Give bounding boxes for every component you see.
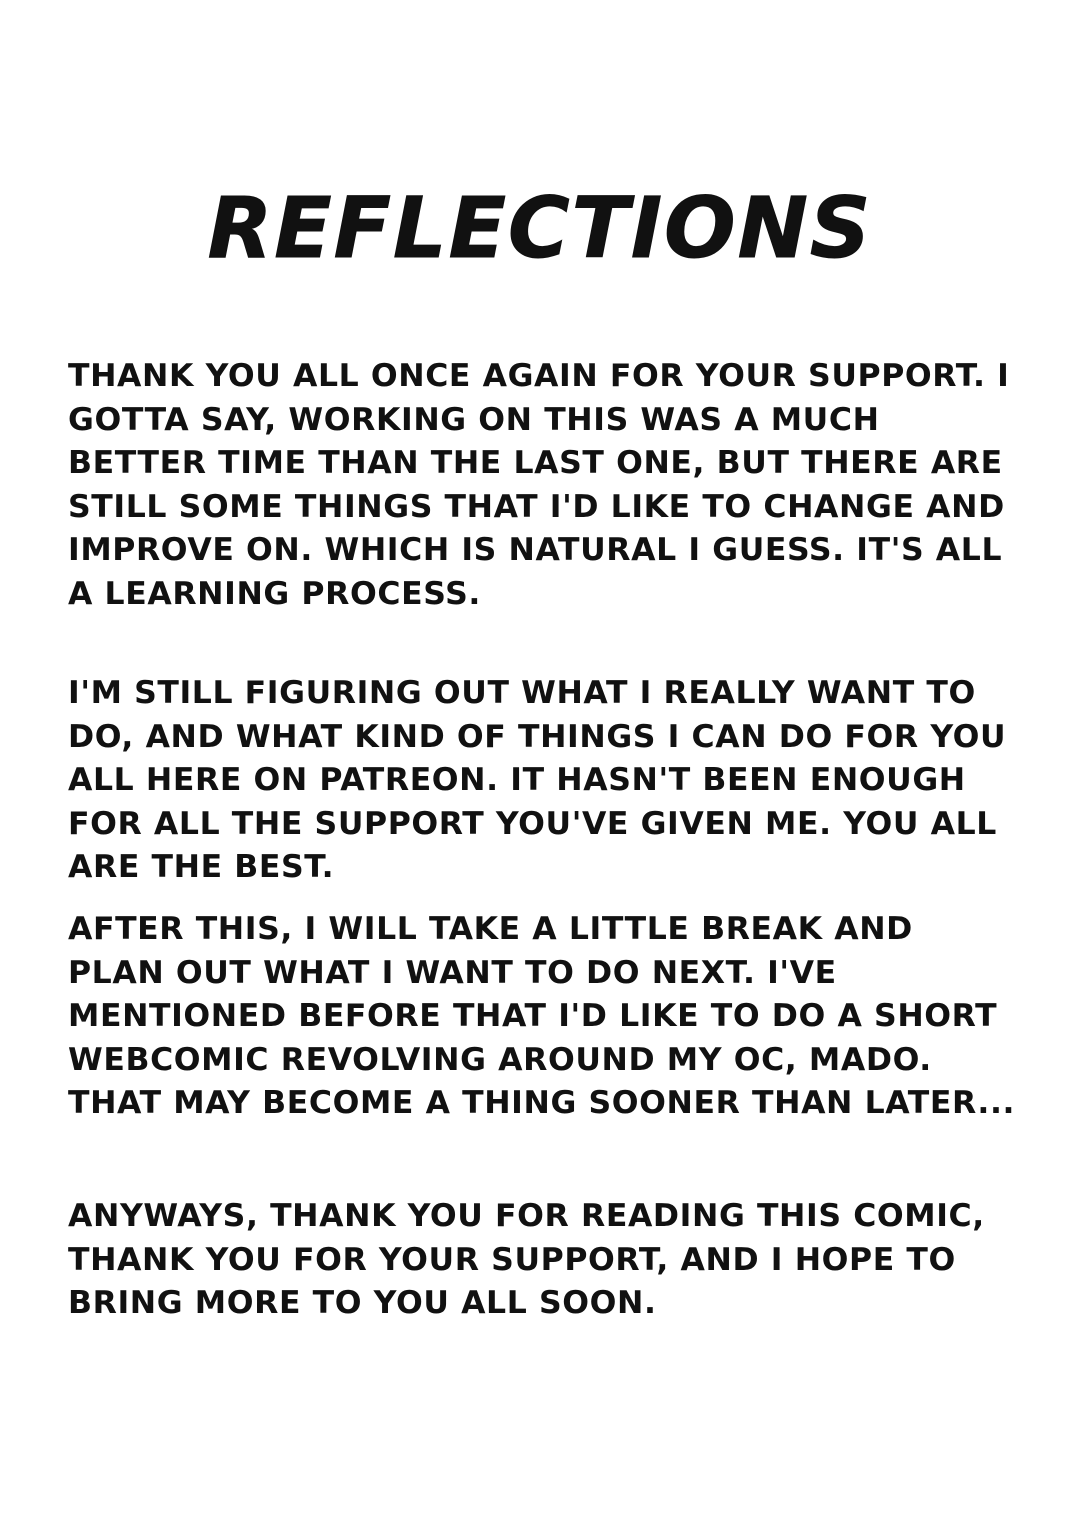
paragraph-4: ANYWAYS, THANK YOU FOR READING THIS COMIC, THANK YOU FOR YOUR SUPPORT, AND I HOPE TO BRING MORE TO YOU ALL SOON. [68, 1198, 997, 1321]
page-title: REFLECTIONS [207, 179, 873, 278]
paragraph-3: AFTER THIS, I WILL TAKE A LITTLE BREAK AND PLAN OUT WHAT I WANT TO DO NEXT. I'VE MENTIONED BEFORE THAT I'D LIKE TO DO A SHORT WEBCOMIC REVOLVING AROUND MY OC, MADO. THAT MAY BECOME A THING SOONER THAN LATER... [68, 911, 1016, 1121]
paragraph-1: THANK YOU ALL ONCE AGAIN FOR YOUR SUPPORT. I GOTTA SAY, WORKING ON THIS WAS A MUCH BETTER TIME THAN THE LAST ONE, BUT THERE ARE STILL SOME THINGS THAT I'D LIKE TO CHANGE AND IMPROVE ON. WHICH IS NATURAL I GUESS. IT'S ALL A LEARNING PROCESS. [68, 358, 1022, 612]
paragraph-2: I'M STILL FIGURING OUT WHAT I REALLY WANT TO DO, AND WHAT KIND OF THINGS I CAN DO FOR YOU ALL HERE ON PATREON. IT HASN'T BEEN ENOUGH FOR ALL THE SUPPORT YOU'VE GIVEN ME. YOU ALL ARE THE BEST. [68, 675, 1018, 885]
